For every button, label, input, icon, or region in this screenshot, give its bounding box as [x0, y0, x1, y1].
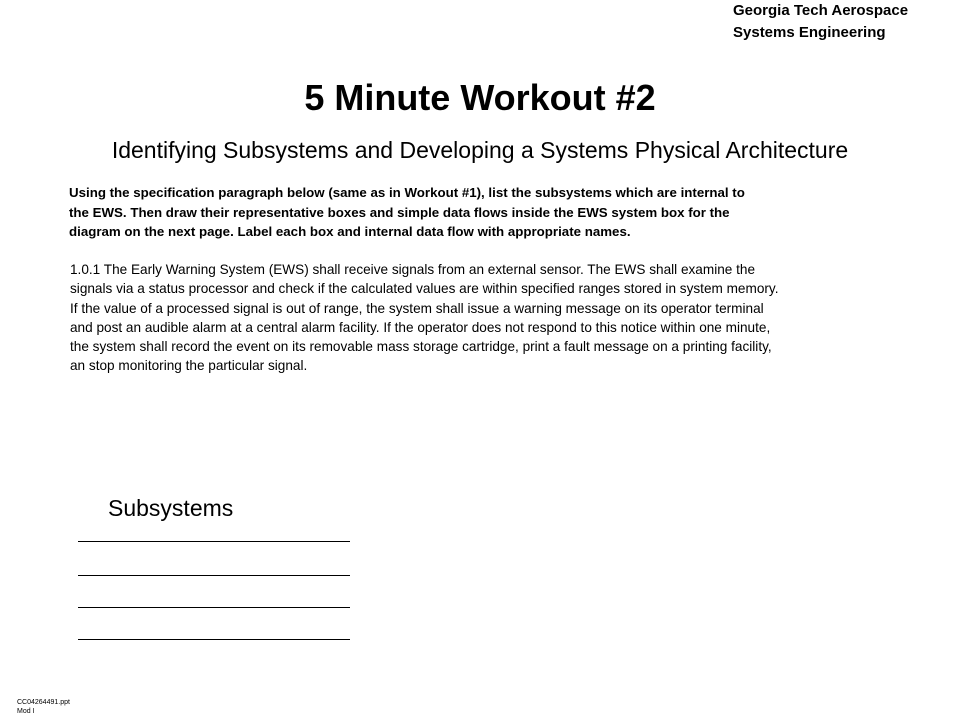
organization-name-line-1: Georgia Tech Aerospace — [733, 2, 909, 19]
specification-line: signals via a status processor and check if the calculated values are within specified ranges stored in system memory. — [70, 281, 779, 297]
footer-file-name: CC04264491.ppt — [17, 699, 70, 706]
instructions-line: diagram on the next page. Label each box and internal data flow with appropriate names. — [69, 224, 631, 239]
footer-mod-label: Mod I — [17, 708, 35, 715]
specification-line: the system shall record the event on its removable mass storage cartridge, print a fault message on a printing facility, — [70, 339, 772, 355]
specification-paragraph — [70, 260, 920, 376]
subsystems-heading: Subsystems — [108, 495, 234, 521]
subsystem-answer-line-4 — [78, 639, 350, 640]
subsystem-answer-line-1 — [78, 541, 350, 542]
specification-line: an stop monitoring the particular signal. — [70, 358, 308, 374]
instructions-paragraph — [69, 183, 909, 242]
specification-line: and post an audible alarm at a central alarm facility. If the operator does not respond to this notice within one minute, — [70, 319, 771, 335]
instructions-line: the EWS. Then draw their representative boxes and simple data flows inside the EWS system box for the — [69, 204, 730, 220]
subsystem-answer-line-3 — [78, 607, 350, 608]
slide-subtitle: Identifying Subsystems and Developing a Systems Physical Architecture — [111, 137, 849, 163]
instructions-line: Using the specification paragraph below (same as in Workout #1), list the subsystems which are internal to — [69, 185, 745, 200]
slide-title: 5 Minute Workout #2 — [304, 77, 656, 118]
organization-header — [733, 0, 908, 44]
specification-line: If the value of a processed signal is out of range, the system shall issue a warning message on its operator terminal — [70, 300, 764, 316]
footer-file-code — [17, 698, 70, 716]
organization-name-line-2: Systems Engineering — [733, 24, 886, 41]
specification-line: 1.0.1 The Early Warning System (EWS) shall receive signals from an external sensor. The EWS shall examine the — [70, 262, 756, 277]
subsystem-answer-line-2 — [78, 575, 350, 576]
